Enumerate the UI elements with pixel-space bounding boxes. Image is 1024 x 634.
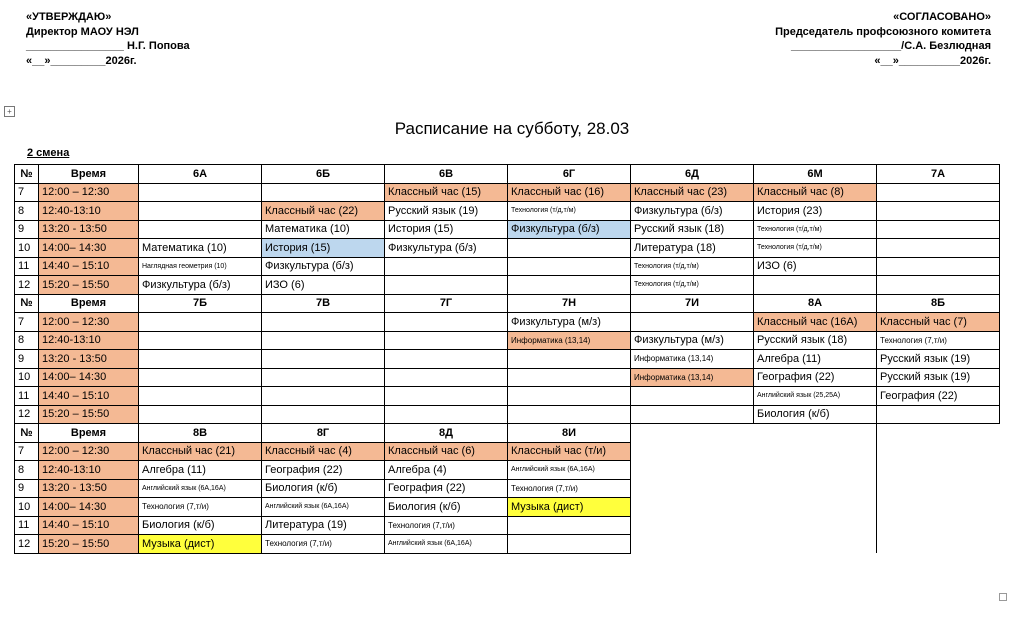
header-class: 7И: [631, 294, 754, 313]
lesson-cell[interactable]: [139, 350, 262, 369]
header-number: №: [15, 424, 39, 443]
lesson-number: 9: [15, 220, 39, 239]
lesson-cell[interactable]: [631, 405, 754, 424]
header-class: 8Б: [877, 294, 1000, 313]
lesson-cell[interactable]: [139, 183, 262, 202]
lesson-cell[interactable]: Технология (т/д,т/м): [754, 239, 877, 258]
table-row: [15, 405, 1000, 424]
agree-date: «__»__________2026г.: [874, 54, 991, 67]
lesson-cell[interactable]: [139, 405, 262, 424]
lesson-number: 12: [15, 535, 39, 554]
lesson-cell[interactable]: [385, 405, 508, 424]
lesson-cell[interactable]: Классный час (15): [385, 183, 508, 202]
lesson-cell[interactable]: Классный час (16А): [754, 313, 877, 332]
lesson-cell[interactable]: Информатика (13,14): [631, 368, 754, 387]
lesson-time: 13:20 - 13:50: [39, 479, 139, 498]
lesson-cell[interactable]: [262, 405, 385, 424]
table-row: [15, 220, 1000, 239]
header-class: 8В: [139, 424, 262, 443]
lesson-cell[interactable]: Технология (7,т/и): [139, 498, 262, 517]
lesson-cell[interactable]: История (15): [262, 239, 385, 258]
lesson-cell[interactable]: География (22): [754, 368, 877, 387]
lesson-time: 12:40-13:10: [39, 331, 139, 350]
lesson-cell[interactable]: [631, 387, 754, 406]
header-class: 6В: [385, 165, 508, 184]
lesson-number: 12: [15, 276, 39, 295]
lesson-time: 12:40-13:10: [39, 202, 139, 221]
lesson-cell[interactable]: [139, 368, 262, 387]
lesson-number: 10: [15, 368, 39, 387]
lesson-cell[interactable]: [262, 313, 385, 332]
lesson-time: 14:40 – 15:10: [39, 516, 139, 535]
lesson-cell[interactable]: Классный час (6): [385, 442, 508, 461]
table-row: [15, 313, 1000, 332]
lesson-number: 8: [15, 202, 39, 221]
table-row: [15, 350, 1000, 369]
lesson-cell[interactable]: ИЗО (6): [754, 257, 877, 276]
lesson-time: 14:00– 14:30: [39, 239, 139, 258]
lesson-cell[interactable]: Технология (т/д,т/м): [631, 257, 754, 276]
lesson-number: 8: [15, 331, 39, 350]
lesson-cell[interactable]: Математика (10): [262, 220, 385, 239]
approve-date: «__»_________2026г.: [26, 54, 137, 67]
lesson-number: 11: [15, 257, 39, 276]
lesson-cell[interactable]: Английский язык (6А,16А): [262, 498, 385, 517]
lesson-cell[interactable]: История (23): [754, 202, 877, 221]
lesson-cell[interactable]: Английский язык (6А,16А): [385, 535, 508, 554]
lesson-cell[interactable]: Технология (т/д,т/м): [508, 202, 631, 221]
table-header-row: [15, 294, 1000, 313]
approve-heading: «УТВЕРЖДАЮ»: [26, 11, 112, 23]
lesson-number: 8: [15, 461, 39, 480]
lesson-cell[interactable]: Физкультура (б/з): [139, 276, 262, 295]
lesson-cell[interactable]: Математика (10): [139, 239, 262, 258]
header-class: 7Б: [139, 294, 262, 313]
lesson-cell[interactable]: Литература (19): [262, 516, 385, 535]
agreement-block: [775, 10, 991, 68]
agree-heading: «СОГЛАСОВАНО»: [893, 11, 991, 23]
lesson-cell[interactable]: Классный час (7): [877, 313, 1000, 332]
lesson-cell[interactable]: Классный час (т/и): [508, 442, 631, 461]
lesson-cell[interactable]: [877, 257, 1000, 276]
lesson-time: 14:00– 14:30: [39, 368, 139, 387]
header-class: 6Г: [508, 165, 631, 184]
lesson-time: 14:40 – 15:10: [39, 257, 139, 276]
lesson-cell[interactable]: Технология (7,т/и): [508, 479, 631, 498]
lesson-cell[interactable]: География (22): [262, 461, 385, 480]
lesson-cell[interactable]: Классный час (22): [262, 202, 385, 221]
lesson-cell[interactable]: Биология (к/б): [139, 516, 262, 535]
table-header-row: [15, 165, 1000, 184]
table-header-row: [15, 424, 1000, 443]
lesson-time: 12:00 – 12:30: [39, 183, 139, 202]
table-row: [15, 257, 1000, 276]
lesson-cell[interactable]: Технология (т/д,т/м): [631, 276, 754, 295]
lesson-time: 14:40 – 15:10: [39, 387, 139, 406]
lesson-cell[interactable]: Биология (к/б): [262, 479, 385, 498]
lesson-cell[interactable]: [139, 331, 262, 350]
lesson-number: 11: [15, 387, 39, 406]
lesson-cell[interactable]: Русский язык (19): [385, 202, 508, 221]
header-class: 8Д: [385, 424, 508, 443]
lesson-cell[interactable]: Классный час (4): [262, 442, 385, 461]
lesson-cell[interactable]: [508, 535, 631, 554]
lesson-cell[interactable]: [508, 387, 631, 406]
lesson-cell[interactable]: [262, 183, 385, 202]
lesson-number: 10: [15, 239, 39, 258]
lesson-cell[interactable]: [385, 257, 508, 276]
lesson-cell[interactable]: Русский язык (19): [877, 368, 1000, 387]
lesson-cell[interactable]: [508, 368, 631, 387]
empty-area: [631, 424, 1000, 554]
lesson-cell[interactable]: Технология (7,т/и): [262, 535, 385, 554]
lesson-time: 15:20 – 15:50: [39, 276, 139, 295]
lesson-cell[interactable]: [139, 313, 262, 332]
lesson-cell[interactable]: Литература (18): [631, 239, 754, 258]
lesson-cell[interactable]: Классный час (8): [754, 183, 877, 202]
lesson-cell[interactable]: Физкультура (б/з): [508, 220, 631, 239]
schedule-table: [14, 164, 1000, 554]
lesson-cell[interactable]: [508, 239, 631, 258]
lesson-cell[interactable]: Физкультура (б/з): [262, 257, 385, 276]
lesson-cell[interactable]: [385, 350, 508, 369]
lesson-time: 15:20 – 15:50: [39, 405, 139, 424]
header-class: 8Г: [262, 424, 385, 443]
lesson-cell[interactable]: География (22): [385, 479, 508, 498]
lesson-number: 7: [15, 442, 39, 461]
table-row: [15, 368, 1000, 387]
table-row: [15, 183, 1000, 202]
lesson-cell[interactable]: Музыка (дист): [139, 535, 262, 554]
lesson-number: 10: [15, 498, 39, 517]
lesson-cell[interactable]: Английский язык (25,25А): [754, 387, 877, 406]
table-row: [15, 331, 1000, 350]
lesson-cell[interactable]: Технология (7,т/и): [385, 516, 508, 535]
lesson-cell[interactable]: [631, 313, 754, 332]
lesson-cell[interactable]: Английский язык (6А,16А): [508, 461, 631, 480]
lesson-cell[interactable]: [877, 220, 1000, 239]
lesson-cell[interactable]: Классный час (16): [508, 183, 631, 202]
lesson-cell[interactable]: Физкультура (б/з): [631, 202, 754, 221]
approve-signature: ________________ Н.Г. Попова: [26, 40, 190, 52]
lesson-number: 12: [15, 405, 39, 424]
lesson-cell[interactable]: [262, 350, 385, 369]
lesson-time: 13:20 - 13:50: [39, 350, 139, 369]
shift-label: 2 смена: [27, 147, 70, 159]
lesson-cell[interactable]: Наглядная геометрия (10): [139, 257, 262, 276]
lesson-cell[interactable]: [385, 331, 508, 350]
lesson-cell[interactable]: [262, 368, 385, 387]
lesson-time: 12:00 – 12:30: [39, 442, 139, 461]
lesson-cell[interactable]: Классный час (21): [139, 442, 262, 461]
lesson-cell[interactable]: [385, 313, 508, 332]
lesson-number: 7: [15, 313, 39, 332]
table-row: [15, 239, 1000, 258]
lesson-cell[interactable]: [877, 239, 1000, 258]
lesson-cell[interactable]: [139, 202, 262, 221]
header-number: №: [15, 165, 39, 184]
lesson-number: 11: [15, 516, 39, 535]
header-class: 6Б: [262, 165, 385, 184]
header-class: 7Г: [385, 294, 508, 313]
lesson-time: 12:40-13:10: [39, 461, 139, 480]
lesson-cell[interactable]: [508, 276, 631, 295]
header-time: Время: [39, 294, 139, 313]
resize-corner-icon[interactable]: [999, 593, 1007, 601]
lesson-cell[interactable]: Алгебра (11): [139, 461, 262, 480]
lesson-cell[interactable]: Физкультура (б/з): [385, 239, 508, 258]
approve-position: Директор МАОУ НЭЛ: [26, 25, 139, 38]
lesson-time: 12:00 – 12:30: [39, 313, 139, 332]
header-class: 8А: [754, 294, 877, 313]
table-row: [15, 387, 1000, 406]
header-class: 6А: [139, 165, 262, 184]
table-row: [15, 202, 1000, 221]
agree-signature: __________________/С.А. Безлюдная: [791, 40, 991, 52]
lesson-cell[interactable]: [877, 202, 1000, 221]
move-anchor-icon[interactable]: +: [4, 106, 15, 117]
lesson-cell[interactable]: Классный час (23): [631, 183, 754, 202]
lesson-cell[interactable]: ИЗО (6): [262, 276, 385, 295]
header-number: №: [15, 294, 39, 313]
lesson-cell[interactable]: География (22): [877, 387, 1000, 406]
lesson-time: 15:20 – 15:50: [39, 535, 139, 554]
header-class: 7В: [262, 294, 385, 313]
lesson-time: 14:00– 14:30: [39, 498, 139, 517]
lesson-cell[interactable]: [262, 331, 385, 350]
page-title: Расписание на субботу, 28.03: [394, 119, 630, 138]
lesson-cell[interactable]: [877, 183, 1000, 202]
lesson-cell[interactable]: Биология (к/б): [385, 498, 508, 517]
header-time: Время: [39, 424, 139, 443]
lesson-cell[interactable]: [385, 276, 508, 295]
lesson-number: 7: [15, 183, 39, 202]
lesson-cell[interactable]: Русский язык (19): [877, 350, 1000, 369]
header-class: 6М: [754, 165, 877, 184]
lesson-cell[interactable]: Физкультура (м/з): [631, 331, 754, 350]
lesson-cell[interactable]: [508, 350, 631, 369]
lesson-cell[interactable]: [877, 405, 1000, 424]
lesson-cell[interactable]: [877, 276, 1000, 295]
lesson-cell[interactable]: [139, 220, 262, 239]
lesson-cell[interactable]: Информатика (13,14): [631, 350, 754, 369]
table-row: [15, 276, 1000, 295]
lesson-cell[interactable]: [754, 276, 877, 295]
lesson-cell[interactable]: Музыка (дист): [508, 498, 631, 517]
lesson-number: 9: [15, 479, 39, 498]
lesson-cell[interactable]: [139, 387, 262, 406]
lesson-cell[interactable]: [508, 257, 631, 276]
lesson-cell[interactable]: [385, 387, 508, 406]
lesson-cell[interactable]: Алгебра (4): [385, 461, 508, 480]
lesson-cell[interactable]: История (15): [385, 220, 508, 239]
lesson-cell[interactable]: Информатика (13,14): [508, 331, 631, 350]
header-class: 8И: [508, 424, 631, 443]
header-class: 7Н: [508, 294, 631, 313]
lesson-time: 13:20 - 13:50: [39, 220, 139, 239]
lesson-cell[interactable]: Биология (к/б): [754, 405, 877, 424]
header-time: Время: [39, 165, 139, 184]
lesson-number: 9: [15, 350, 39, 369]
header-class: 7А: [877, 165, 1000, 184]
header-class: 6Д: [631, 165, 754, 184]
lesson-cell[interactable]: [262, 387, 385, 406]
lesson-cell[interactable]: [508, 405, 631, 424]
lesson-cell[interactable]: Английский язык (6А,16А): [139, 479, 262, 498]
agree-position: Председатель профсоюзного комитета: [775, 25, 991, 38]
lesson-cell[interactable]: Русский язык (18): [631, 220, 754, 239]
lesson-cell[interactable]: Технология (7,т/и): [877, 331, 1000, 350]
lesson-cell[interactable]: [508, 516, 631, 535]
lesson-cell[interactable]: [385, 368, 508, 387]
lesson-cell[interactable]: Физкультура (м/з): [508, 313, 631, 332]
approval-block: [26, 10, 190, 68]
lesson-cell[interactable]: Технология (т/д,т/м): [754, 220, 877, 239]
lesson-cell[interactable]: Русский язык (18): [754, 331, 877, 350]
lesson-cell[interactable]: Алгебра (11): [754, 350, 877, 369]
